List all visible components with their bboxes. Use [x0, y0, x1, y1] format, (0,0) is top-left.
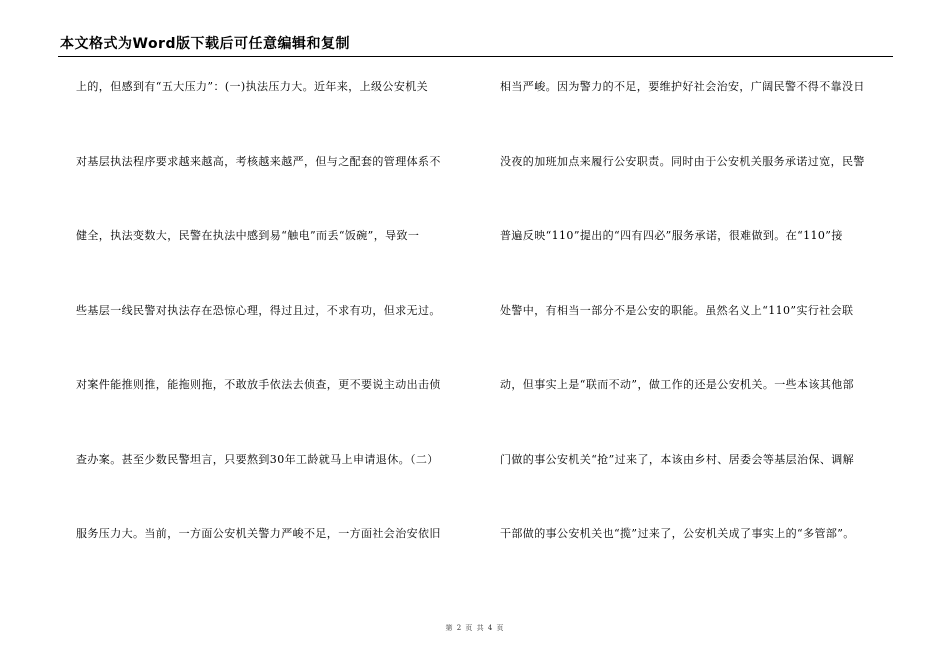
text-line: 上的，但感到有“五大压力”：(一)执法压力大。近年来，上级公安机关	[76, 80, 429, 93]
text-line: 服务压力大。当前，一方面公安机关警力严峻不足，一方面社会治安依旧	[76, 527, 441, 540]
header-divider	[58, 56, 893, 57]
text-line: 相当严峻。因为警力的不足，要维护好社会治安，广阔民警不得不靠没日	[500, 80, 865, 93]
text-line: 没夜的加班加点来履行公安职责。同时由于公安机关服务承诺过宽，民警	[500, 155, 865, 168]
text-line: 对案件能推则推，能拖则拖，不敢放手依法去侦查，更不要说主动出击侦	[76, 378, 441, 391]
text-line: 些基层一线民警对执法存在恐惊心理，得过且过，不求有功，但求无过。	[76, 304, 441, 317]
text-line: 处警中，有相当一部分不是公安的职能。虽然名义上“110”实行社会联	[500, 304, 854, 317]
document-header-title: 本文格式为Word版下载后可任意编辑和复制	[60, 36, 350, 52]
page-number: 第 2 页 共 4 页	[445, 624, 505, 632]
text-line: 对基层执法程序要求越来越高，考核越来越严，但与之配套的管理体系不	[76, 155, 441, 168]
text-line: 查办案。甚至少数民警坦言，只要熬到30年工龄就马上申请退休。（二）	[76, 453, 439, 466]
text-line: 健全，执法变数大，民警在执法中感到易“触电”而丢“饭碗”，导致一	[76, 229, 420, 242]
text-line: 干部做的事公安机关也“揽”过来了，公安机关成了事实上的“多管部”。	[500, 527, 855, 540]
text-line: 动，但事实上是“联而不动”，做工作的还是公安机关。一些本该其他部	[500, 378, 855, 391]
text-line: 普遍反映“110”提出的“四有四必”服务承诺，很难做到。在“110”接	[500, 229, 843, 242]
text-line: 门做的事公安机关“抢”过来了，本该由乡村、居委会等基层治保、调解	[500, 453, 855, 466]
